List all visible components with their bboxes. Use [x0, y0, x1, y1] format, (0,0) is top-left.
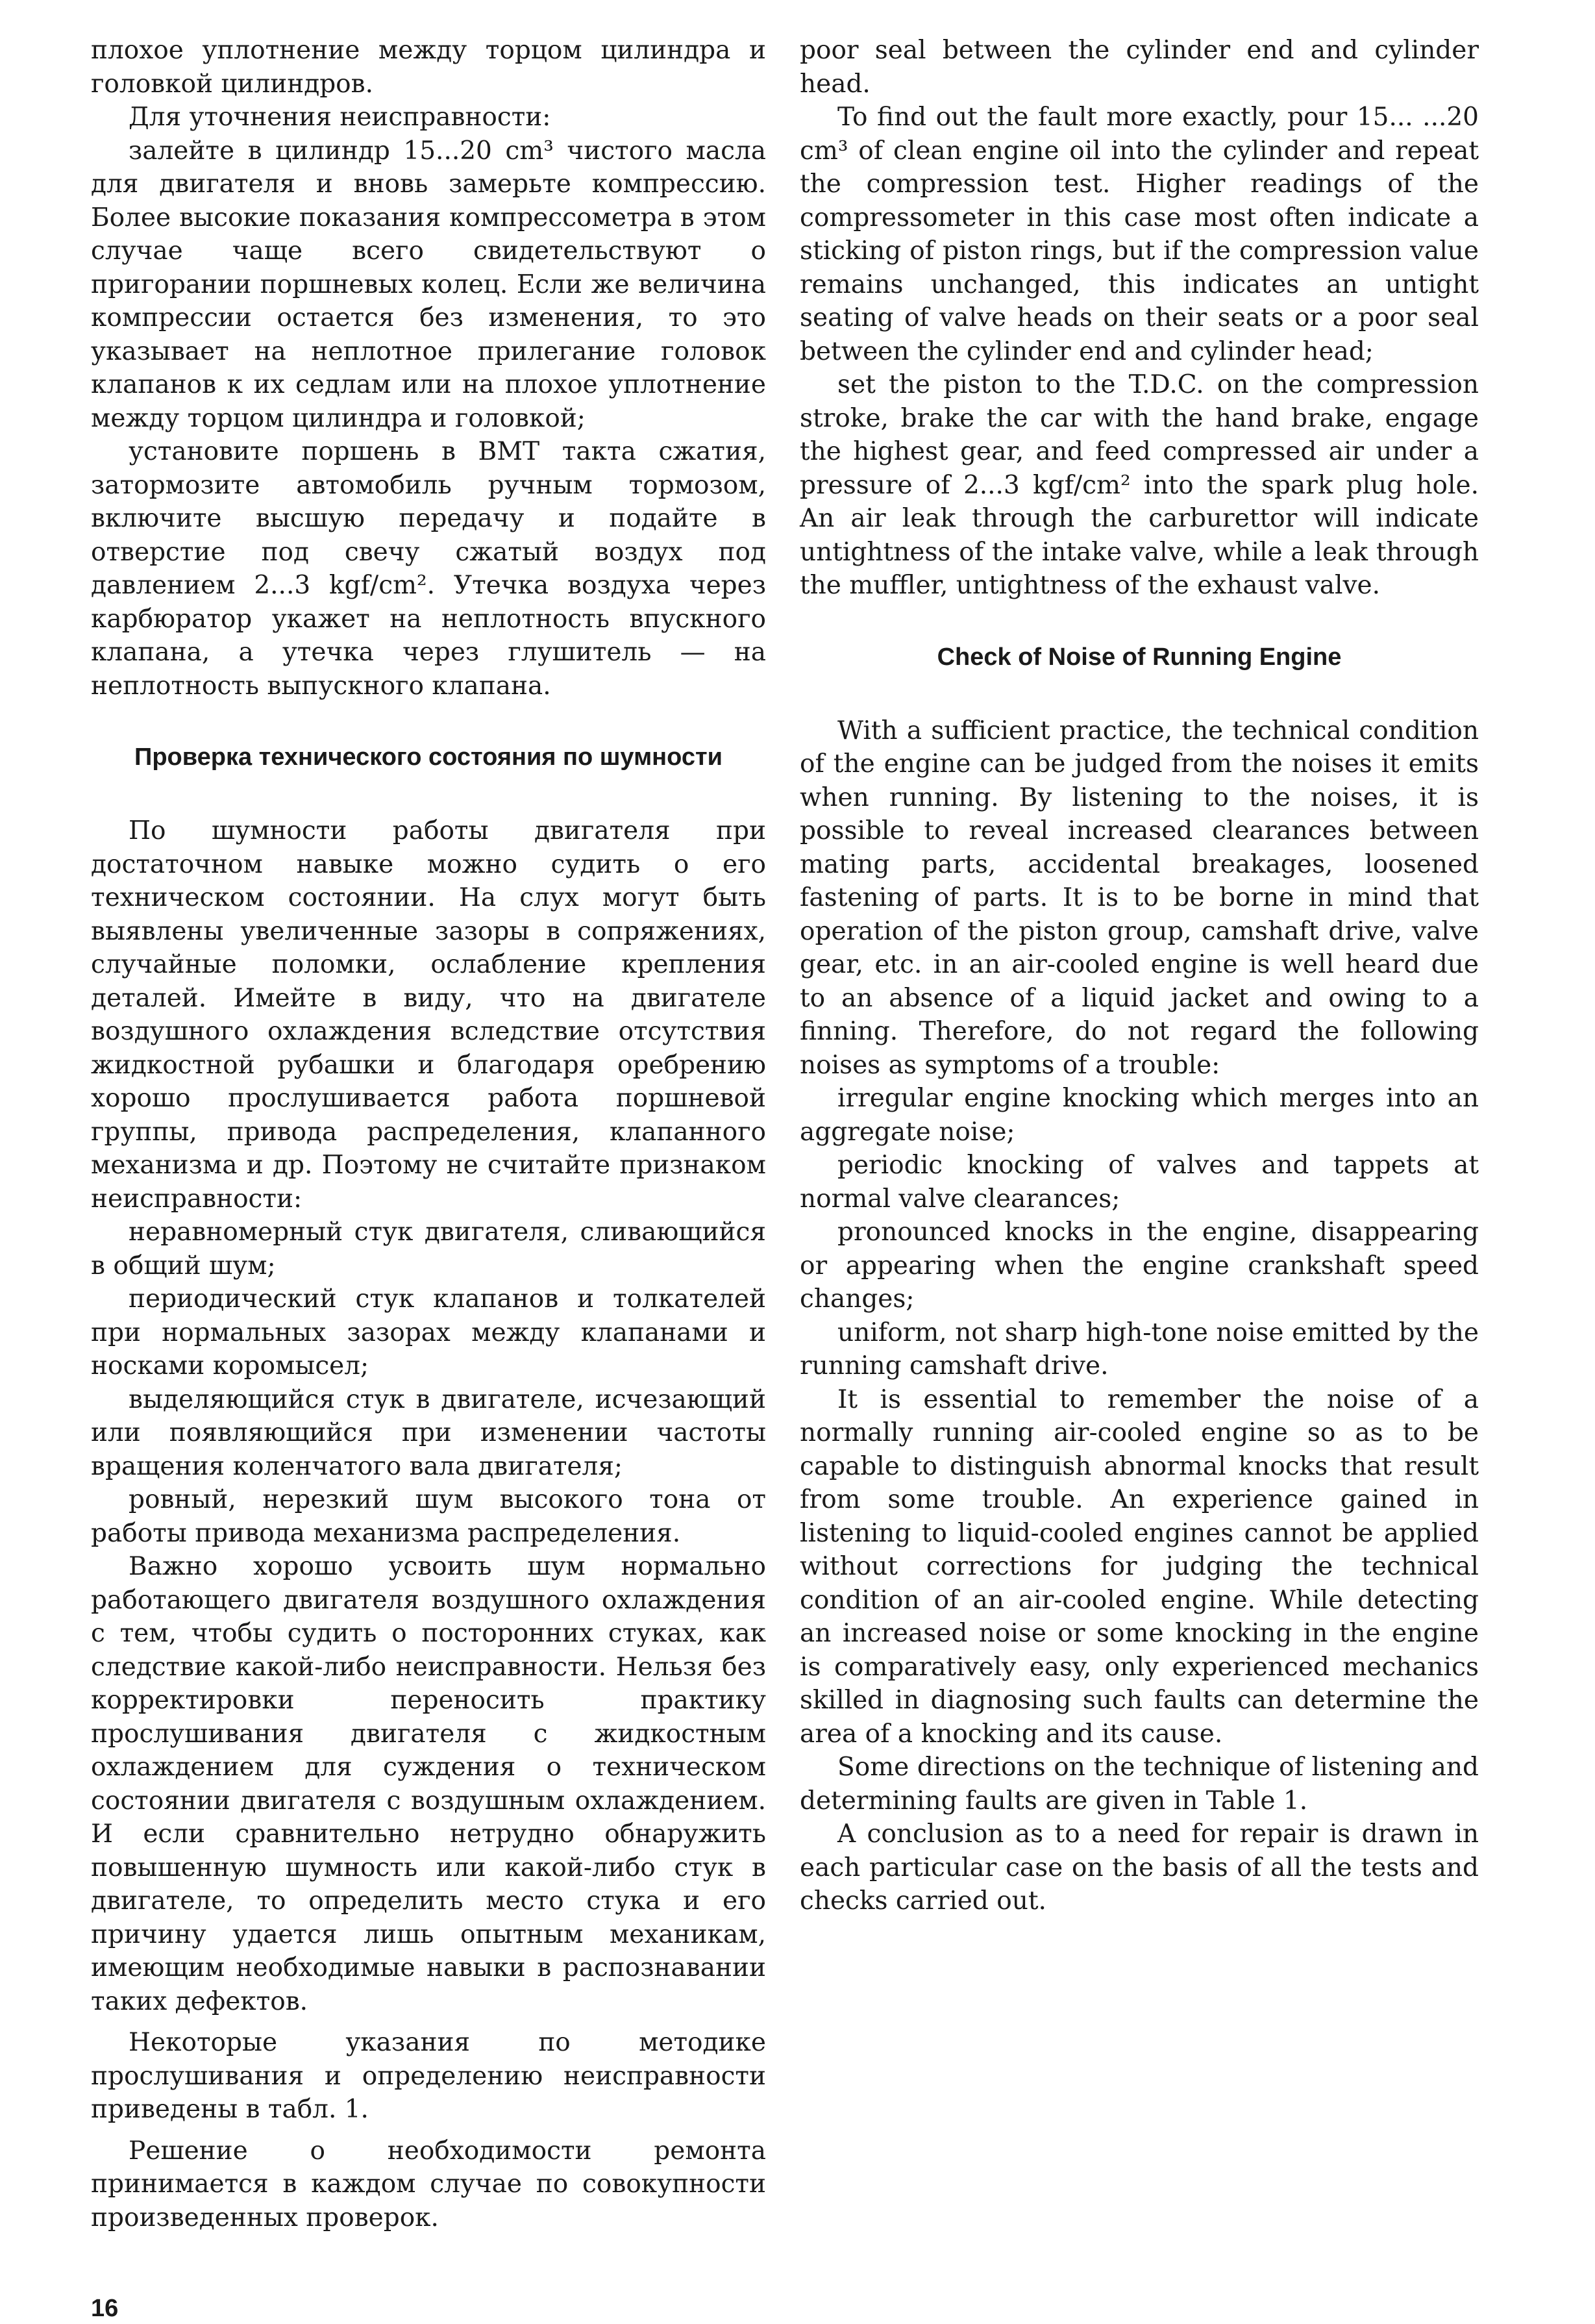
paragraph: Для уточнения неисправности:	[129, 103, 551, 132]
paragraph: Some directions on the technique of listening and determining faults are given in Table 1.	[800, 1753, 1479, 1816]
section-heading-russian: Проверка технического состояния по шумности	[134, 743, 723, 771]
list-item: pronounced knocks in the engine, disappearing or appearing when the engine crankshaft speed changes;	[800, 1218, 1479, 1314]
paragraph: залейте в цилиндр 15...20 cm³ чистого масла для двигателя и вновь замерьте компрессию. Более высокие показания компрессометра в этом случае чаще всего свидетельствуют о пригорании поршневых колец. Если же величина компрессии остается без изменения, то это указывает на неплотное прилегание головок клапанов к их седлам или на плохое уплотнение между торцом цилиндра и головкой;	[91, 136, 766, 433]
list-item: неравномерный стук двигателя, сливающийся в общий шум;	[91, 1218, 766, 1281]
list-item: periodic knocking of valves and tappets at normal valve clearances;	[800, 1151, 1479, 1214]
paragraph: установите поршень в ВМТ такта сжатия, затормозите автомобиль ручным тормозом, включите высшую передачу и подайте в отверстие под свечу сжатый воздух под давлением 2...3 kgf/cm². Утечка воздуха через карбюратор укажет на неплотность впускного клапана, а утечка через глушитель — на неплотность выпускного клапана.	[91, 437, 766, 701]
english-body	[800, 714, 1479, 1918]
paragraph: To find out the fault more exactly, pour 15... ...20 cm³ of clean engine oil into the cylinder and repeat the compression test. Higher readings of the compressometer in this case most often indicate a sticking of piston rings, but if the compression value remains unchanged, this indicates an untight seating of valve heads on their seats or a poor seal between the cylinder end and cylinder head;	[800, 103, 1479, 366]
paragraph: По шумности работы двигателя при достаточном навыке можно судить о его техническом состоянии. На слух могут быть выявлены увеличенные зазоры в сопряжениях, случайные поломки, ослабление крепления деталей. Имейте в виду, что на двигателе воздушного охлаждения вследствие отсутствия жидкостной рубашки и благодаря оребрению хорошо прослушивается работа поршневой группы, привода распределения, клапанного механизма и др. Поэтому не считайте признаком неисправности:	[91, 816, 766, 1214]
paragraph: Решение о необходимости ремонта принимается в каждом случае по совокупности произведенных проверок.	[91, 2136, 766, 2232]
russian-column	[91, 34, 766, 2324]
section-heading-english: Check of Noise of Running Engine	[937, 643, 1342, 671]
page-number: 16	[91, 2295, 119, 2322]
russian-body	[91, 814, 766, 2234]
paragraph: плохое уплотнение между торцом цилиндра и головкой цилиндров.	[91, 36, 766, 99]
english-column	[800, 34, 1479, 1918]
paragraph: A conclusion as to a need for repair is drawn in each particular case on the basis of all the tests and checks carried out.	[800, 1819, 1479, 1916]
english-intro	[800, 34, 1479, 603]
paragraph: With a sufficient practice, the technical condition of the engine can be judged from the noises it emits when running. By listening to the noises, it is possible to reveal increased clearances between mating parts, accidental breakages, loosened fastening of parts. It is to be borne in mind that operation of the piston group, camshaft drive, valve gear, etc. in an air-cooled engine is well heard due to an absence of a liquid jacket and owing to a finning. Therefore, do not regard the following noises as symptoms of a trouble:	[800, 716, 1479, 1080]
list-item: irregular engine knocking which merges into an aggregate noise;	[800, 1084, 1479, 1147]
list-item: uniform, not sharp high-tone noise emitted by the running camshaft drive.	[800, 1318, 1479, 1381]
list-item: периодический стук клапанов и толкателей при нормальных зазорах между клапанами и носками коромысел;	[91, 1284, 766, 1381]
paragraph: Некоторые указания по методике прослушивания и определению неисправности приведены в табл. 1.	[91, 2028, 766, 2124]
russian-intro	[91, 34, 766, 703]
list-item: выделяющийся стук в двигателе, исчезающий или появляющийся при изменении частоты вращения коленчатого вала двигателя;	[91, 1384, 766, 1481]
paragraph: poor seal between the cylinder end and cylinder head.	[800, 36, 1479, 99]
paragraph: Важно хорошо усвоить шум нормально работающего двигателя воздушного охлаждения с тем, чтобы судить о посторонних стуках, как следствие какой-либо неисправности. Нельзя без корректировки переносить практику прослушивания двигателя с жидкостным охлаждением для суждения о техническом состоянии двигателя с воздушным охлаждением. И если сравнительно нетрудно обнаружить повышенную шумность или какой-либо стук в двигателе, то определить место стука и его причину удается лишь опытным механикам, имеющим необходимые навыки в распознавании таких дефектов.	[91, 1552, 766, 2016]
paragraph: set the piston to the T.D.C. on the compression stroke, brake the car with the hand brake, engage the highest gear, and feed compressed air under a pressure of 2...3 kgf/cm² into the spark plug hole. An air leak through the carburettor will indicate untightness of the intake valve, while a leak through the muffler, untightness of the exhaust valve.	[800, 370, 1479, 600]
paragraph: It is essential to remember the noise of a normally running air-cooled engine so as to be capable to distinguish abnormal knocks that result from some trouble. An experience gained in listening to liquid-cooled engines cannot be applied without corrections for judging the technical condition of an air-cooled engine. While detecting an increased noise or some knocking in the engine is comparatively easy, only experienced mechanics skilled in diagnosing such faults can determine the area of a knocking and its cause.	[800, 1384, 1479, 1749]
list-item: ровный, нерезкий шум высокого тона от работы привода механизма распределения.	[91, 1485, 766, 1548]
